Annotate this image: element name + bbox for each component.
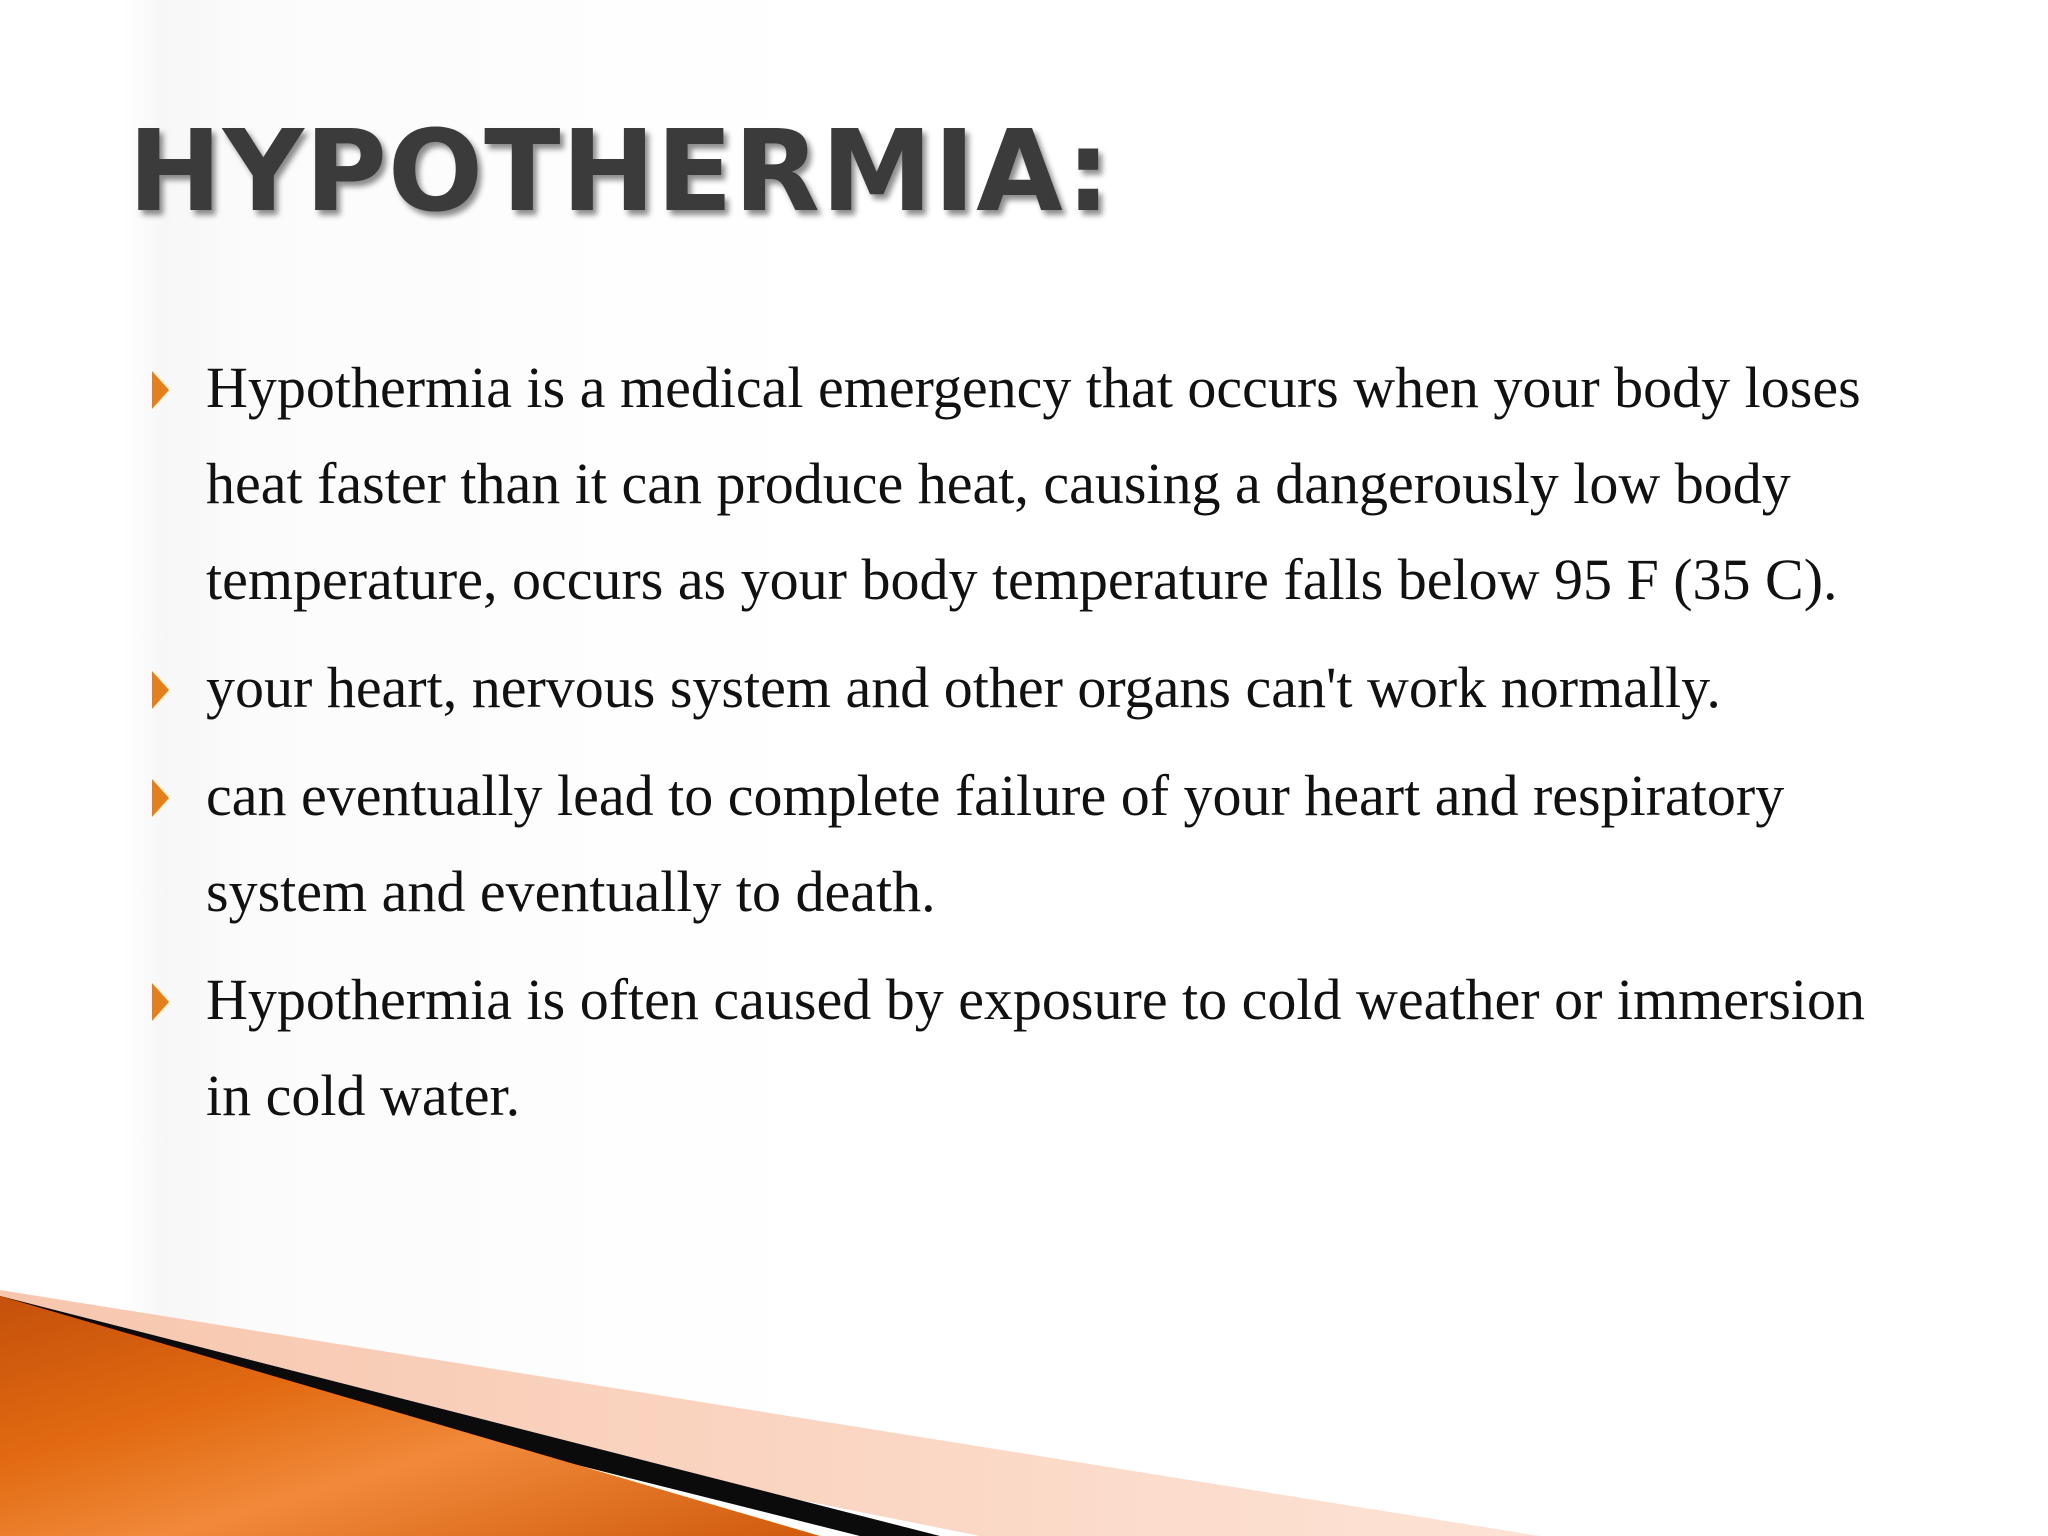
bullet-text: Hypothermia is a medical emergency that occurs when your body loses heat faster than it can produce heat, causing a dangerously low body temperature, occurs as your body temperature falls below 95 F (35 C). bbox=[206, 355, 1861, 612]
bullet-text: Hypothermia is often caused by exposure to cold weather or immersion in cold water. bbox=[206, 967, 1865, 1128]
bullet-text: can eventually lead to complete failure of your heart and respiratory system and eventually to death. bbox=[206, 763, 1785, 924]
slide-title: HYPOTHERMIA: bbox=[128, 107, 1112, 237]
bullet-text: your heart, nervous system and other organs can't work normally. bbox=[206, 655, 1721, 720]
